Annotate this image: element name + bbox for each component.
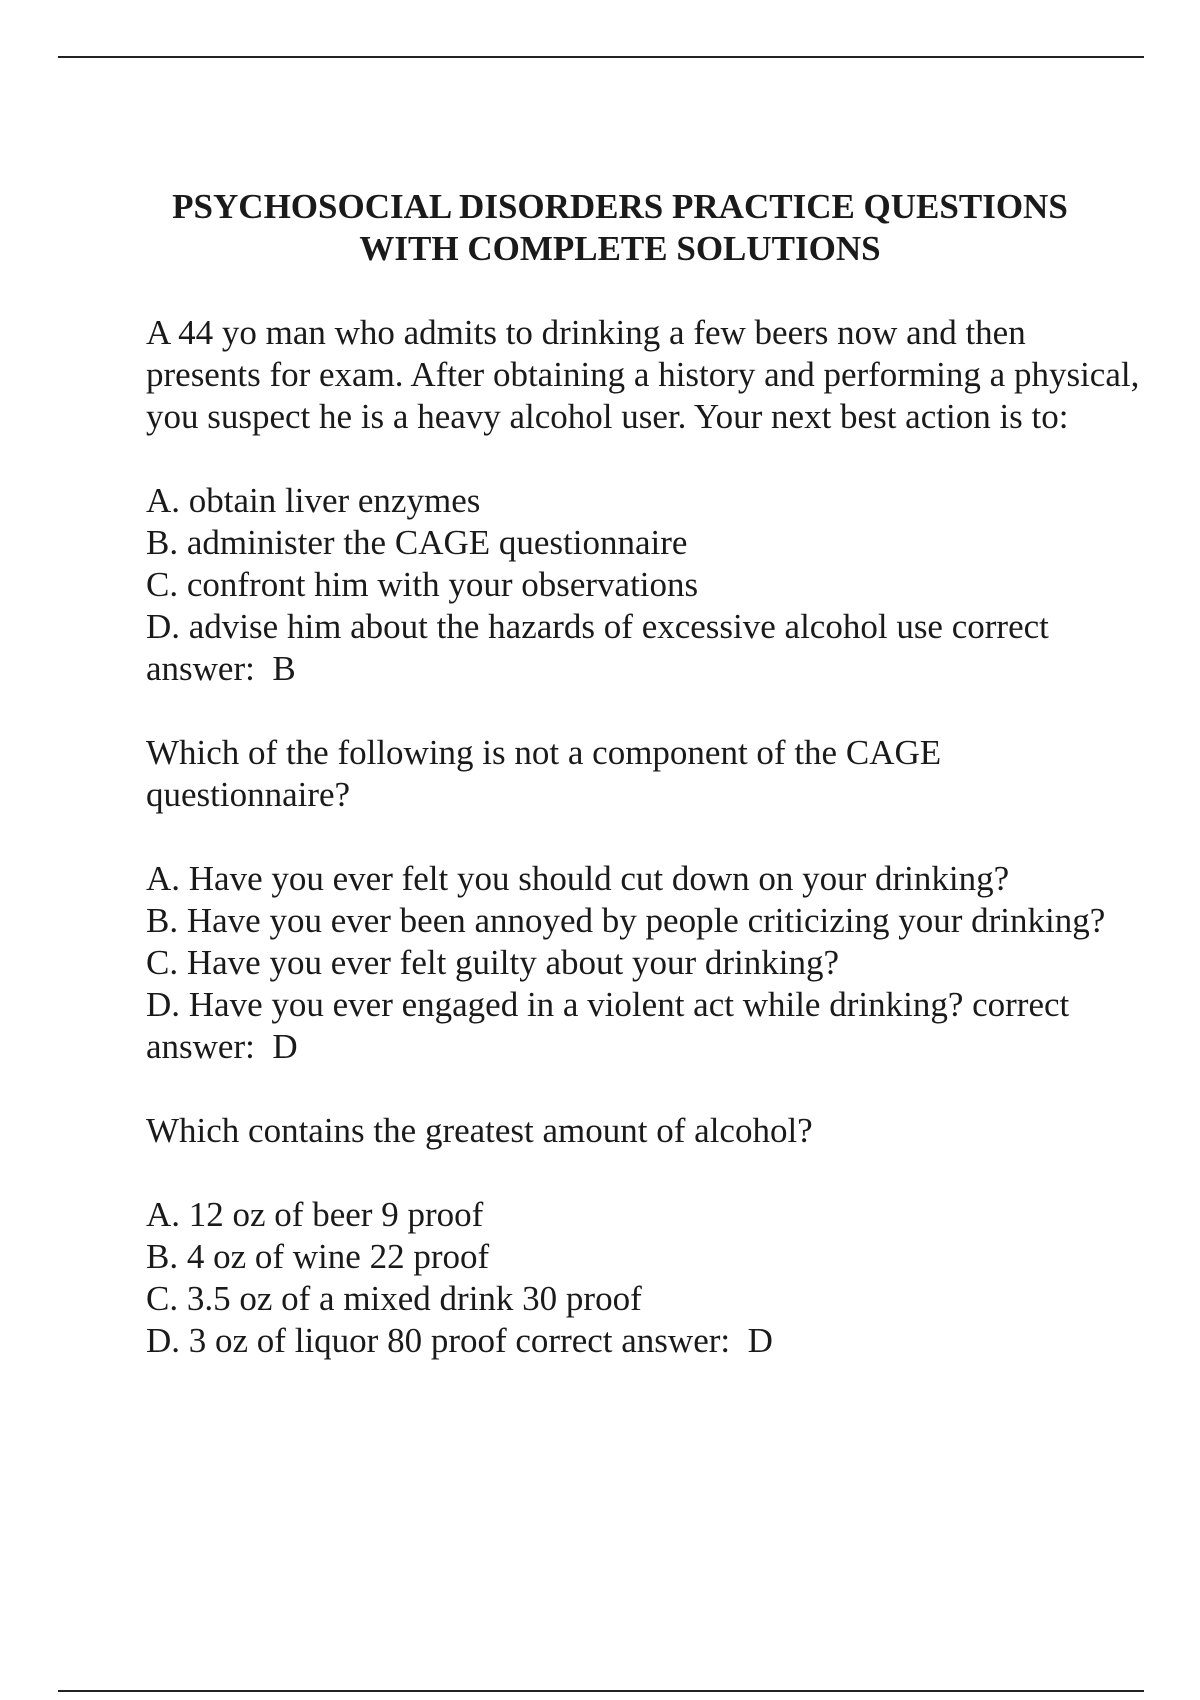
question-2-option-b: B. Have you ever been annoyed by people criticizing your drinking? — [146, 901, 1106, 940]
question-3-option-c: C. 3.5 oz of a mixed drink 30 proof — [146, 1279, 642, 1318]
footer-rule — [58, 1690, 1144, 1692]
title-line-1: PSYCHOSOCIAL DISORDERS PRACTICE QUESTIONS — [172, 187, 1068, 226]
document-title — [100, 186, 1140, 270]
question-1-stem: A 44 yo man who admits to drinking a few beers now and then presents for exam. After obtaining a history and performing a physical, you suspect he is a heavy alcohol user. Your next best action is to: — [146, 313, 1140, 436]
question-2-stem: Which of the following is not a component of the CAGE questionnaire? — [146, 733, 942, 814]
question-2 — [146, 732, 1146, 1068]
question-2-option-d: D. Have you ever engaged in a violent act while drinking? correct answer: D — [146, 985, 1078, 1066]
question-3-option-a: A. 12 oz of beer 9 proof — [146, 1195, 484, 1234]
question-3 — [146, 1110, 1146, 1362]
title-line-2: WITH COMPLETE SOLUTIONS — [359, 229, 881, 268]
question-3-stem: Which contains the greatest amount of alcohol? — [146, 1111, 813, 1150]
question-1-option-a: A. obtain liver enzymes — [146, 481, 481, 520]
question-2-option-a: A. Have you ever felt you should cut down on your drinking? — [146, 859, 1010, 898]
question-1-option-c: C. confront him with your observations — [146, 565, 699, 604]
question-3-option-d: D. 3 oz of liquor 80 proof correct answer: D — [146, 1321, 773, 1360]
question-1 — [146, 312, 1146, 690]
question-2-option-c: C. Have you ever felt guilty about your drinking? — [146, 943, 840, 982]
question-3-option-b: B. 4 oz of wine 22 proof — [146, 1237, 490, 1276]
header-rule — [58, 56, 1144, 58]
document-body — [146, 312, 1146, 1362]
question-1-option-d: D. advise him about the hazards of excessive alcohol use correct answer: B — [146, 607, 1058, 688]
question-1-option-b: B. administer the CAGE questionnaire — [146, 523, 688, 562]
